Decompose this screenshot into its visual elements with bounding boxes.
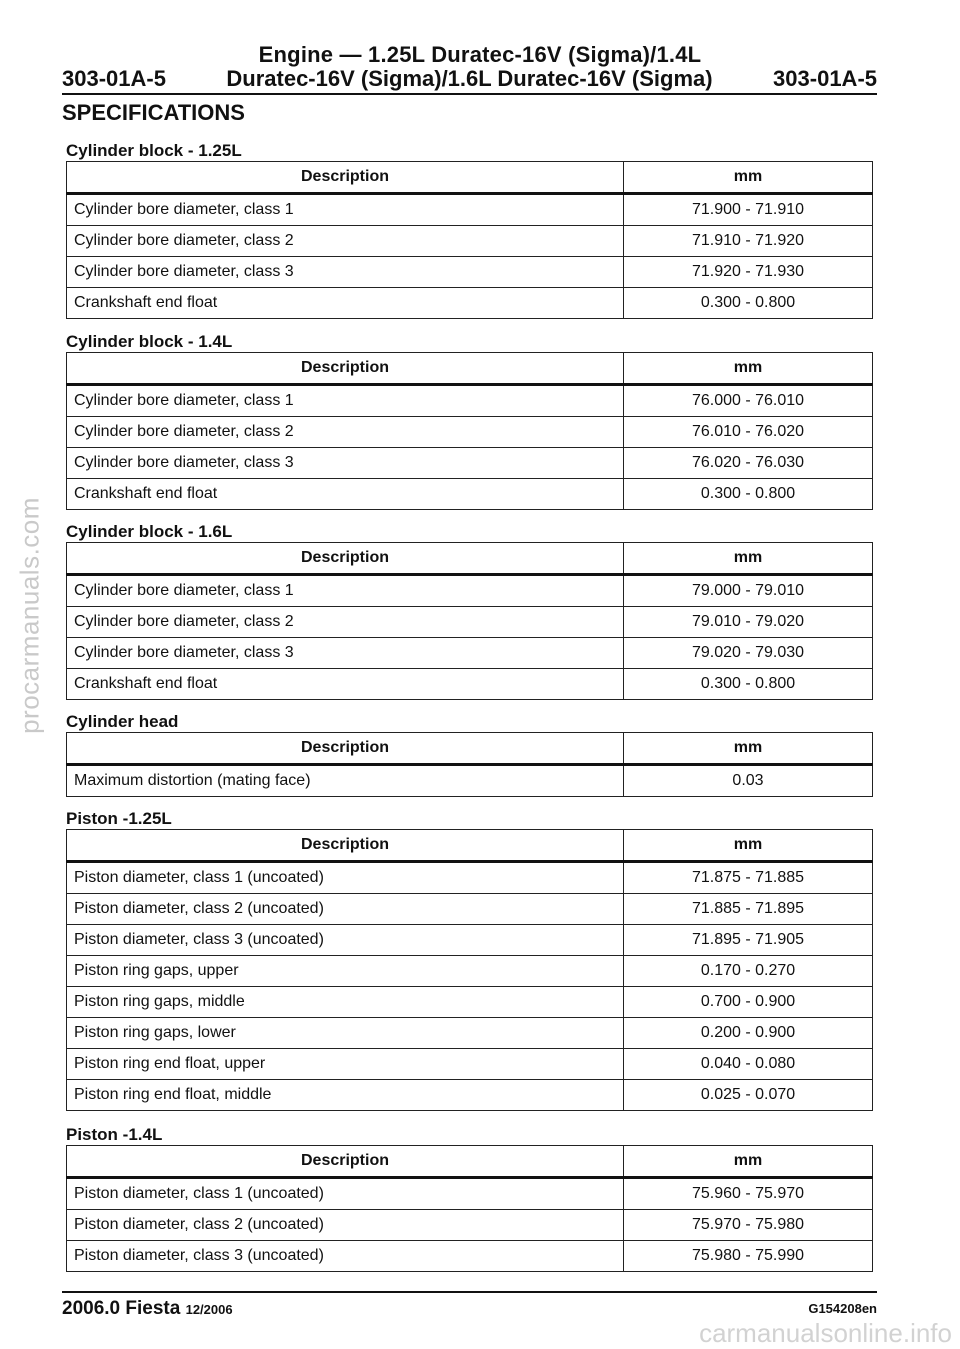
table-header-row [67, 162, 873, 194]
spec-block-cylinder-head [66, 711, 874, 797]
spec-block-piston-125 [66, 808, 874, 1111]
cell-value: 75.980 - 75.990 [624, 1241, 873, 1272]
column-header-unit: mm [624, 162, 873, 194]
page-code-left: 303-01A-5 [62, 66, 166, 91]
table-row [67, 288, 873, 319]
spec-table [66, 732, 873, 797]
cell-value: 75.960 - 75.970 [624, 1178, 873, 1210]
footer-date: 12/2006 [185, 1302, 233, 1317]
column-header-description: Description [67, 1146, 624, 1178]
column-header-unit: mm [624, 830, 873, 862]
table-header-row [67, 830, 873, 862]
cell-description: Cylinder bore diameter, class 3 [67, 257, 624, 288]
spec-table [66, 352, 873, 510]
column-header-description: Description [67, 162, 624, 194]
column-header-unit: mm [624, 1146, 873, 1178]
side-watermark: procarmanuals.com [14, 497, 45, 734]
spec-block-title: Piston -1.4L [66, 1125, 163, 1144]
cell-description: Cylinder bore diameter, class 2 [67, 417, 624, 448]
cell-value: 71.895 - 71.905 [624, 925, 873, 956]
cell-value: 79.000 - 79.010 [624, 575, 873, 607]
cell-description: Cylinder bore diameter, class 2 [67, 226, 624, 257]
cell-description: Piston ring end float, upper [67, 1049, 624, 1080]
cell-description: Piston ring gaps, upper [67, 956, 624, 987]
table-header-row [67, 353, 873, 385]
spec-block-cylinder-block-14 [66, 331, 874, 510]
table-row [67, 448, 873, 479]
spec-block-title: Cylinder block - 1.6L [66, 522, 233, 541]
table-row [67, 1210, 873, 1241]
section-title: SPECIFICATIONS [62, 100, 245, 125]
table-row [67, 226, 873, 257]
cell-description: Piston ring end float, middle [67, 1080, 624, 1111]
cell-value: 0.025 - 0.070 [624, 1080, 873, 1111]
table-header-row [67, 733, 873, 765]
cell-description: Piston diameter, class 3 (uncoated) [67, 1241, 624, 1272]
header-title-line2: Duratec-16V (Sigma)/1.6L Duratec-16V (Sigma) [226, 66, 713, 91]
spec-block-title: Piston -1.25L [66, 809, 172, 828]
cell-value: 0.040 - 0.080 [624, 1049, 873, 1080]
cell-value: 76.020 - 76.030 [624, 448, 873, 479]
cell-value: 71.875 - 71.885 [624, 862, 873, 894]
header-title-line1: Engine — 1.25L Duratec-16V (Sigma)/1.4L [258, 42, 702, 67]
spec-table [66, 161, 873, 319]
cell-value: 0.300 - 0.800 [624, 288, 873, 319]
table-row [67, 925, 873, 956]
footer-doc-code: G154208en [808, 1301, 877, 1316]
spec-block-cylinder-block-125 [66, 140, 874, 319]
spec-block-piston-14 [66, 1124, 874, 1272]
column-header-unit: mm [624, 733, 873, 765]
cell-description: Cylinder bore diameter, class 2 [67, 607, 624, 638]
table-row [67, 1241, 873, 1272]
cell-value: 71.885 - 71.895 [624, 894, 873, 925]
table-row [67, 862, 873, 894]
cell-value: 0.700 - 0.900 [624, 987, 873, 1018]
header-rule [62, 93, 877, 95]
cell-description: Piston diameter, class 1 (uncoated) [67, 1178, 624, 1210]
table-row [67, 1049, 873, 1080]
cell-value: 71.910 - 71.920 [624, 226, 873, 257]
page-code-right: 303-01A-5 [773, 66, 877, 91]
cell-value: 75.970 - 75.980 [624, 1210, 873, 1241]
table-row [67, 669, 873, 700]
table-row [67, 987, 873, 1018]
cell-description: Cylinder bore diameter, class 3 [67, 448, 624, 479]
table-row [67, 894, 873, 925]
cell-description: Piston ring gaps, lower [67, 1018, 624, 1049]
header-row [62, 66, 877, 94]
table-row [67, 417, 873, 448]
footer-rule [62, 1291, 877, 1293]
table-row [67, 765, 873, 797]
bottom-watermark: carmanualsonline.info [699, 1318, 952, 1348]
cell-description: Cylinder bore diameter, class 1 [67, 194, 624, 226]
table-row [67, 1080, 873, 1111]
table-header-row [67, 543, 873, 575]
table-row [67, 607, 873, 638]
spec-table [66, 829, 873, 1111]
table-row [67, 194, 873, 226]
cell-description: Piston diameter, class 3 (uncoated) [67, 925, 624, 956]
cell-description: Piston ring gaps, middle [67, 987, 624, 1018]
cell-description: Crankshaft end float [67, 669, 624, 700]
table-row [67, 638, 873, 669]
cell-value: 76.000 - 76.010 [624, 385, 873, 417]
table-row [67, 1018, 873, 1049]
table-row [67, 479, 873, 510]
table-row [67, 1178, 873, 1210]
column-header-unit: mm [624, 543, 873, 575]
cell-description: Cylinder bore diameter, class 1 [67, 385, 624, 417]
cell-value: 71.920 - 71.930 [624, 257, 873, 288]
spec-block-title: Cylinder block - 1.25L [66, 141, 242, 160]
table-row [67, 956, 873, 987]
cell-description: Piston diameter, class 2 (uncoated) [67, 1210, 624, 1241]
column-header-description: Description [67, 830, 624, 862]
footer-edition-wrap [62, 1298, 233, 1320]
column-header-description: Description [67, 543, 624, 575]
cell-value: 0.170 - 0.270 [624, 956, 873, 987]
cell-description: Maximum distortion (mating face) [67, 765, 624, 797]
cell-description: Cylinder bore diameter, class 3 [67, 638, 624, 669]
column-header-description: Description [67, 733, 624, 765]
cell-description: Crankshaft end float [67, 288, 624, 319]
cell-value: 0.03 [624, 765, 873, 797]
footer-edition: 2006.0 Fiesta [62, 1298, 181, 1319]
cell-value: 76.010 - 76.020 [624, 417, 873, 448]
spec-block-cylinder-block-16 [66, 521, 874, 700]
column-header-unit: mm [624, 353, 873, 385]
cell-description: Piston diameter, class 1 (uncoated) [67, 862, 624, 894]
cell-value: 79.020 - 79.030 [624, 638, 873, 669]
cell-value: 79.010 - 79.020 [624, 607, 873, 638]
table-row [67, 257, 873, 288]
spec-block-title: Cylinder block - 1.4L [66, 332, 233, 351]
table-row [67, 385, 873, 417]
cell-value: 0.200 - 0.900 [624, 1018, 873, 1049]
table-row [67, 575, 873, 607]
cell-description: Cylinder bore diameter, class 1 [67, 575, 624, 607]
cell-description: Piston diameter, class 2 (uncoated) [67, 894, 624, 925]
spec-block-title: Cylinder head [66, 712, 179, 731]
cell-value: 0.300 - 0.800 [624, 479, 873, 510]
cell-value: 0.300 - 0.800 [624, 669, 873, 700]
spec-table [66, 542, 873, 700]
table-header-row [67, 1146, 873, 1178]
spec-table [66, 1145, 873, 1272]
column-header-description: Description [67, 353, 624, 385]
cell-value: 71.900 - 71.910 [624, 194, 873, 226]
cell-description: Crankshaft end float [67, 479, 624, 510]
